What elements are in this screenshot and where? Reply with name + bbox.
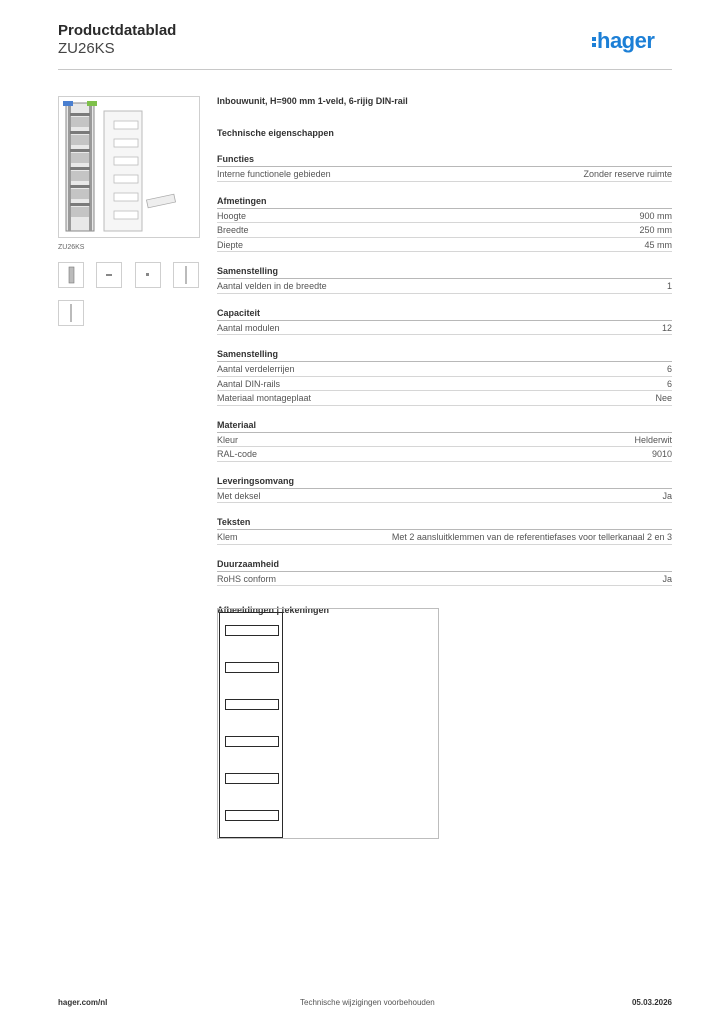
product-image[interactable] xyxy=(58,96,200,238)
spec-row xyxy=(217,433,672,448)
drawing-row-slot xyxy=(225,625,279,636)
spec-row xyxy=(217,167,672,182)
thumbnail-1[interactable] xyxy=(58,262,84,288)
spec-row xyxy=(217,572,672,587)
spec-label: Interne functionele gebieden xyxy=(217,169,331,179)
drawing-row-slot xyxy=(225,662,279,673)
spec-label: Klem xyxy=(217,532,238,542)
rail-thumb-icon xyxy=(174,263,198,287)
thumbnail-5[interactable] xyxy=(58,300,84,326)
footer-date: 05.03.2026 xyxy=(631,998,672,1007)
chassis-thumb-icon xyxy=(59,263,83,287)
drawing-row-slot xyxy=(225,699,279,710)
spec-label: Diepte xyxy=(217,239,244,250)
spec-row xyxy=(217,377,672,392)
section-title: Duurzaamheid xyxy=(217,558,672,572)
section-samenstelling-1 xyxy=(217,265,672,294)
spec-value: 6 xyxy=(666,378,672,389)
spec-row xyxy=(217,362,672,377)
spec-content xyxy=(217,96,672,619)
spec-label: RAL-code xyxy=(217,449,258,459)
spec-label: Breedte xyxy=(217,225,249,235)
page-title: Productdatablad xyxy=(58,22,177,39)
product-title: Inbouwunit, H=900 mm 1-veld, 6-rijig DIN-rail xyxy=(217,96,408,106)
spec-value: 45 mm xyxy=(644,239,672,250)
spec-value: Ja xyxy=(662,573,672,584)
section-title: Materiaal xyxy=(217,419,672,433)
spec-row xyxy=(217,447,672,462)
spec-value: 9010 xyxy=(651,449,672,459)
spec-value: Met 2 aansluitklemmen van de referentiefases voor tellerkanaal 2 en 3 xyxy=(391,532,672,542)
section-samenstelling-2 xyxy=(217,348,672,406)
spec-label: Kleur xyxy=(217,434,239,445)
spec-label: Aantal verdelerrijen xyxy=(217,364,295,374)
section-title: Afmetingen xyxy=(217,195,672,209)
spec-value: 250 mm xyxy=(639,225,672,235)
side-rail-thumb-icon xyxy=(59,301,83,325)
thumbnail-2[interactable] xyxy=(96,262,122,288)
spec-row xyxy=(217,391,672,406)
spec-label: Materiaal montageplaat xyxy=(217,393,312,403)
spec-label: Aantal DIN-rails xyxy=(217,378,281,389)
section-title: Leveringsomvang xyxy=(217,475,672,489)
spec-value: 1 xyxy=(666,281,672,291)
section-title: Samenstelling xyxy=(217,348,672,362)
thumbnail-3[interactable] xyxy=(135,262,161,288)
spec-label: RoHS conform xyxy=(217,573,277,584)
header-divider xyxy=(58,69,672,70)
section-title: Capaciteit xyxy=(217,307,672,321)
footer-website-link[interactable]: hager.com/nl xyxy=(58,998,108,1007)
section-title: Samenstelling xyxy=(217,265,672,279)
spec-value: Ja xyxy=(662,490,672,501)
section-capaciteit xyxy=(217,307,672,336)
section-functies xyxy=(217,153,672,182)
logo-text: hager xyxy=(597,28,655,53)
spec-value: Zonder reserve ruimte xyxy=(583,169,672,179)
drawings-heading: Afbeeldingen | tekeningen xyxy=(217,605,330,615)
section-leveringsomvang xyxy=(217,475,672,504)
thumbnail-4[interactable] xyxy=(173,262,199,288)
spec-value: 12 xyxy=(661,322,672,333)
section-materiaal xyxy=(217,419,672,462)
spec-label: Met deksel xyxy=(217,490,261,501)
spec-label: Aantal modulen xyxy=(217,322,280,333)
product-photo-icon xyxy=(59,97,199,237)
hager-logo[interactable] xyxy=(592,28,654,54)
spec-value: 900 mm xyxy=(639,210,672,221)
section-title: Functies xyxy=(217,153,672,167)
spec-row xyxy=(217,209,672,224)
spec-value: Helderwit xyxy=(634,434,672,445)
section-teksten xyxy=(217,516,672,545)
strip-thumb-icon xyxy=(97,263,121,287)
drawing-row-slot xyxy=(225,736,279,747)
spec-value: Nee xyxy=(655,393,672,403)
spec-row xyxy=(217,279,672,294)
spec-row xyxy=(217,530,672,545)
spec-value: 6 xyxy=(666,364,672,374)
product-code: ZU26KS xyxy=(58,40,115,57)
spec-label: Aantal velden in de breedte xyxy=(217,281,327,291)
logo-dots-icon xyxy=(592,35,596,49)
spec-row xyxy=(217,223,672,238)
section-duurzaamheid xyxy=(217,558,672,587)
cabinet-drawing-icon xyxy=(219,612,283,838)
drawing-row-slot xyxy=(225,773,279,784)
footer-disclaimer: Technische wijzigingen voorbehouden xyxy=(300,998,435,1007)
spec-label: Hoogte xyxy=(217,210,247,221)
spec-row xyxy=(217,321,672,336)
section-afmetingen xyxy=(217,195,672,253)
product-image-caption: ZU26KS xyxy=(58,244,85,251)
section-title: Teksten xyxy=(217,516,672,530)
drawing-row-slot xyxy=(225,810,279,821)
tech-heading: Technische eigenschappen xyxy=(217,128,334,138)
spec-row xyxy=(217,489,672,504)
spec-row xyxy=(217,238,672,253)
clamp-thumb-icon xyxy=(136,263,160,287)
